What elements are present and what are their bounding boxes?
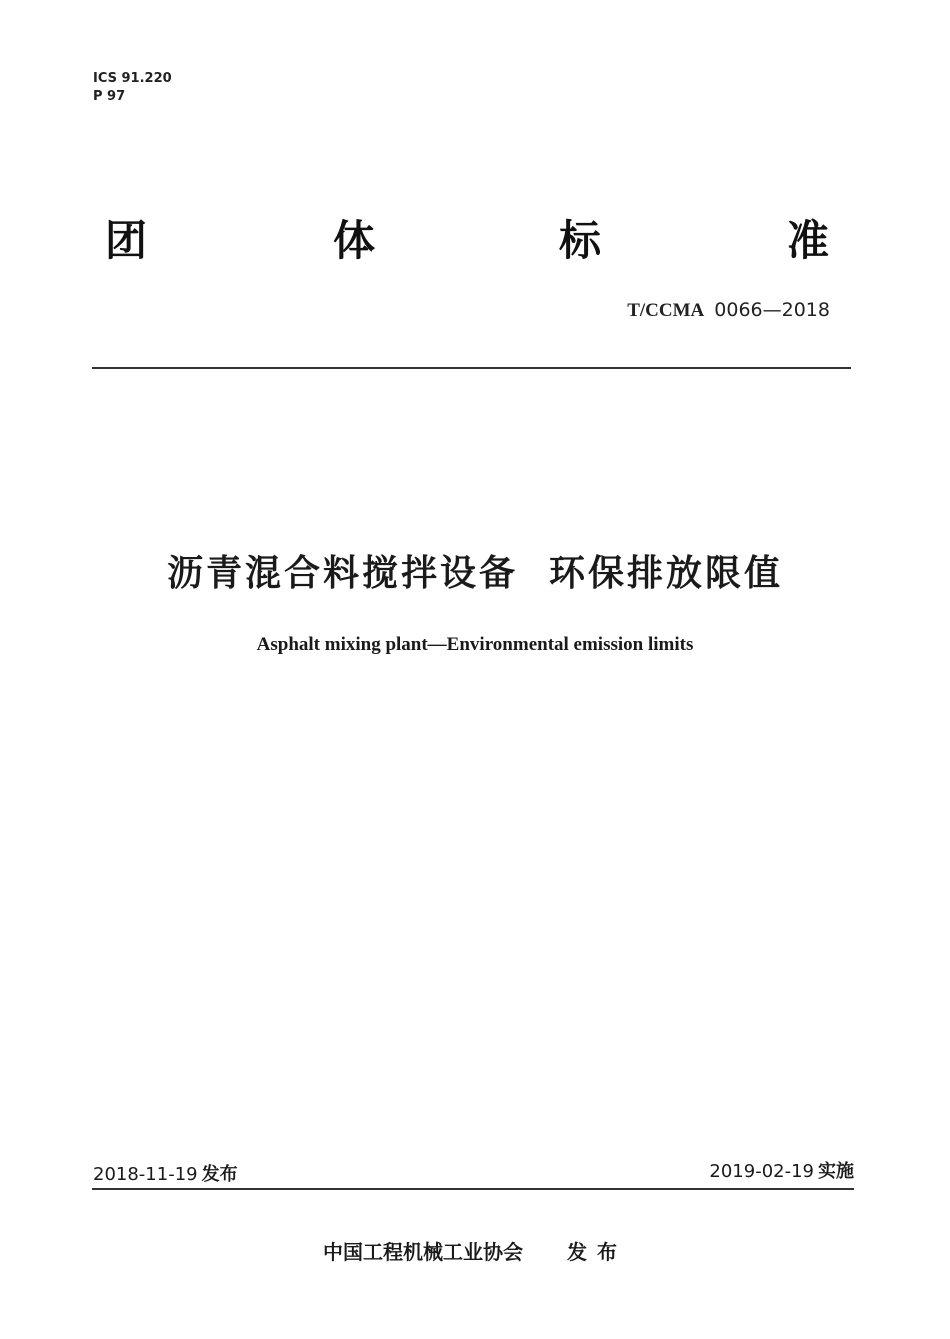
- publisher-organization: 中国工程机械工业协会: [323, 1240, 523, 1264]
- publish-label: 发布: [201, 1164, 238, 1185]
- header-divider: [92, 367, 851, 369]
- doc-type-char-1: 团: [105, 216, 148, 265]
- title-chinese: 沥青混合料搅拌设备 环保排放限值: [166, 553, 784, 594]
- doc-type-char-2: 体: [333, 216, 376, 265]
- implement-date-line: [709, 1157, 854, 1183]
- standard-number: [627, 299, 830, 322]
- publish-date: 2018-11-19: [93, 1164, 198, 1185]
- standard-number-value: 0066—2018: [714, 299, 830, 321]
- publish-date-line: [93, 1160, 238, 1186]
- ccs-code: P 97: [93, 89, 126, 104]
- ics-code: ICS 91.220: [93, 71, 172, 86]
- implement-label: 实施: [818, 1161, 854, 1182]
- publisher-line: [0, 1236, 950, 1265]
- classification-codes: [93, 70, 172, 106]
- implement-date: 2019-02-19: [709, 1161, 814, 1182]
- footer-divider: [92, 1188, 854, 1190]
- doc-type-char-4: 准: [787, 216, 830, 265]
- doc-type-char-3: 标: [559, 216, 602, 265]
- document-type-heading: [105, 208, 840, 268]
- publisher-issued-label: 发布: [567, 1240, 627, 1264]
- standard-number-prefix: T/CCMA: [627, 300, 705, 321]
- title-english: Asphalt mixing plant—Environmental emission limits: [256, 634, 694, 655]
